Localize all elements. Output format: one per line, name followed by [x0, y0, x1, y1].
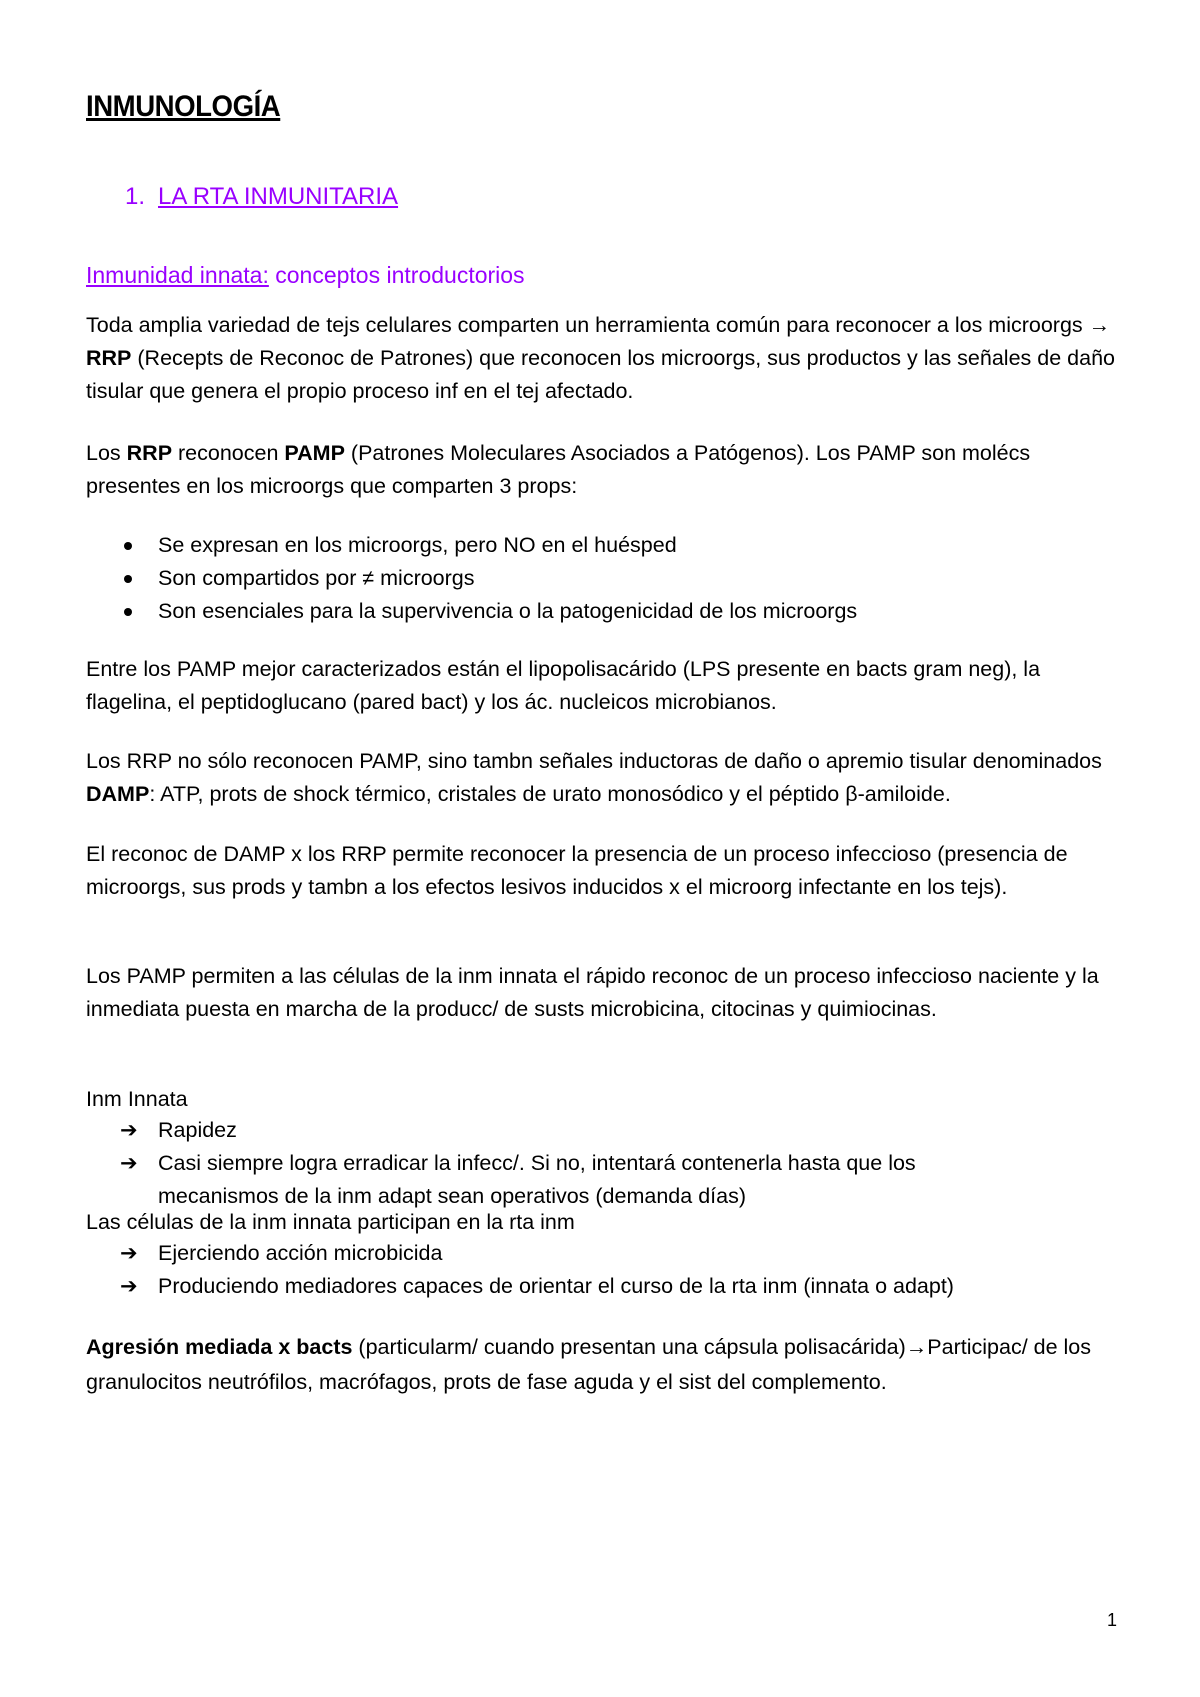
document-title: INMUNOLOGÍA — [86, 90, 281, 123]
subheading-underlined: Inmunidad innata: — [86, 262, 269, 288]
list-item — [120, 1147, 1038, 1213]
term-rrp: RRP — [86, 346, 132, 370]
list-item-text: Produciendo mediadores capaces de orientar el curso de la rta inm (innata o adapt) — [158, 1274, 954, 1298]
pamp-properties-list — [122, 529, 857, 628]
paragraph-text: reconocen — [172, 441, 285, 465]
bullet-icon — [124, 575, 132, 583]
paragraph-text: : ATP, prots de shock térmico, cristales de urato monosódico y el péptido β-amiloide. — [149, 782, 951, 806]
paragraph-text: Los — [86, 441, 127, 465]
term-rrp: RRP — [126, 441, 173, 465]
arrow-icon: ➔ — [120, 1152, 138, 1175]
arrow-icon: ➔ — [120, 1275, 138, 1298]
paragraph-rrp — [86, 309, 1126, 408]
subheading — [86, 262, 525, 289]
paragraph-bact-aggression — [86, 1330, 1126, 1400]
list-item — [120, 1237, 1120, 1270]
arrow-icon: ➔ — [120, 1119, 138, 1142]
section-number: 1. — [125, 183, 146, 210]
paragraph-pamp — [86, 437, 1126, 503]
arrow-icon: ➔ — [120, 1242, 138, 1265]
term-pamp: PAMP — [284, 441, 345, 465]
list-item — [120, 1270, 1120, 1303]
term-damp: DAMP — [86, 782, 150, 806]
paragraph-text: (particularm/ cuando presentan una cápsula polisacárida) — [352, 1335, 906, 1359]
inm-innata-list — [120, 1114, 1120, 1213]
section-title: LA RTA INMUNITARIA — [158, 183, 399, 210]
paragraph-damp — [86, 745, 1126, 811]
arrow-glyph: → — [1082, 313, 1111, 337]
list-item-text: Se expresan en los microorgs, pero NO en el huésped — [158, 533, 677, 557]
subheading-rest: conceptos introductorios — [268, 262, 525, 288]
inm-innata-heading: Inm Innata — [86, 1087, 188, 1111]
paragraph-text: (Recepts de Reconoc de Patrones) que reconocen los microorgs, sus productos y las señales de daño tisular que genera el propio proceso inf en el tej afectado. — [86, 346, 1115, 403]
paragraph-text: Toda amplia variedad de tejs celulares comparten un herramienta común para reconocer a los microorgs — [86, 313, 1083, 337]
bullet-icon — [124, 608, 132, 616]
paragraph-text: (Patrones Moleculares Asociados a Patógenos). Los PAMP son moléc​s presentes en los microorgs que comparten 3 props: — [86, 441, 1031, 498]
list-item — [122, 595, 857, 628]
arrow-glyph: → — [905, 1335, 928, 1359]
bullet-icon — [124, 542, 132, 550]
section-heading — [125, 183, 398, 211]
list-item-text: Casi siempre logra erradicar la infecc/. Si no, intentará contenerla hasta que los mecanismos de la inm adapt sean operativos (demanda días) — [158, 1151, 916, 1208]
list-item — [122, 562, 857, 595]
paragraph-text: Los RRP no sólo reconocen PAMP, sino tambn señales inductoras de daño o apremio tisular denominados — [86, 749, 1102, 773]
paragraph-pamp-response: Los PAMP permiten a las células de la inm innata el rápido reconoc de un proceso infeccioso naciente y la inmediata puesta en marcha de la producc/ de susts microbicina, citocinas y quimiocinas. — [86, 964, 1099, 1021]
list-item-text: Rapidez — [158, 1118, 237, 1142]
cells-list — [120, 1237, 1120, 1303]
cells-heading: Las células de la inm innata participan en la rta inm — [86, 1210, 575, 1234]
paragraph-damp-recognition: El reconoc de DAMP x los RRP permite reconocer la presencia de un proceso infeccioso (presencia de microorgs, sus prods y tambn a los efectos lesivos inducidos x el microorg infectante en los tejs). — [86, 842, 1068, 899]
list-item-text: Son esenciales para la supervivencia o la patogenicidad de los microorgs — [158, 599, 858, 623]
list-item-text: Ejerciendo acción microbicida — [158, 1241, 443, 1265]
term-bact-aggression: Agresión mediada x bacts — [86, 1335, 353, 1359]
list-item — [120, 1114, 1120, 1147]
list-item-text: Son compartidos por ≠ microorgs — [158, 566, 475, 590]
paragraph-pamp-examples: Entre los PAMP mejor caracterizados están el lipopolisacárido (LPS presente en bacts gram neg), la flagelina, el peptidoglucano (pared bact) y los ác. nucleicos microbianos. — [86, 657, 1041, 714]
paragraph-text: Participac/ de los granulocitos neutrófilos, macrófagos, prots de fase aguda y el sist del complemento. — [86, 1335, 1092, 1394]
list-item — [122, 529, 857, 562]
page-number: 1 — [1107, 1610, 1118, 1630]
